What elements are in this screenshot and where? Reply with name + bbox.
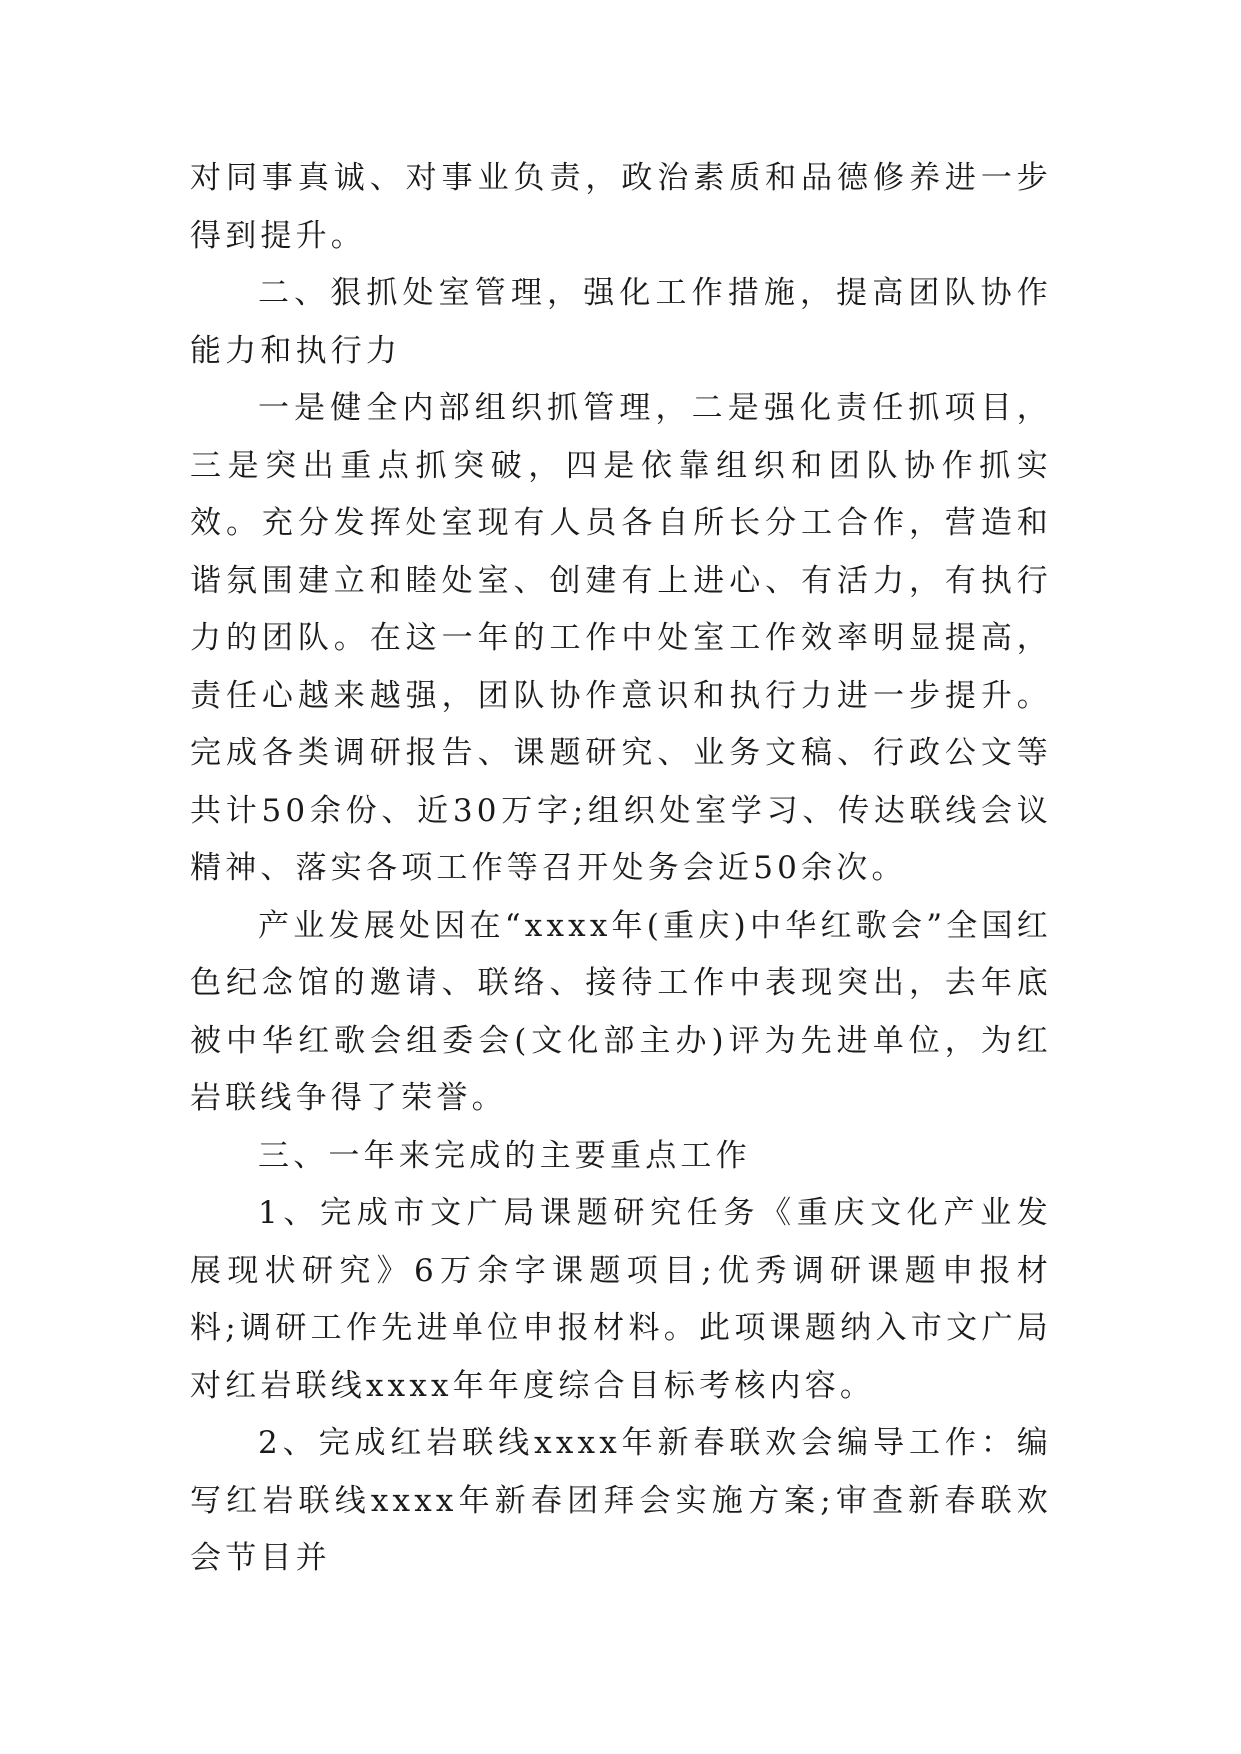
list-item-2: 2、完成红岩联线xxxx年新春联欢会编导工作：编写红岩联线xxxx年新春团拜会实施方案;审查新春联欢会节目并: [190, 1425, 1052, 1576]
list-item-1: 1、完成市文广局课题研究任务《重庆文化产业发展现状研究》6万余字课题项目;优秀调研课题申报材料;调研工作先进单位申报材料。此项课题纳入市文广局对红岩联线xxxx年年度综合目标考核内容。: [190, 1195, 1052, 1404]
section-heading-2: 二、狠抓处室管理，强化工作措施，提高团队协作能力和执行力: [190, 275, 1052, 369]
paragraph-award: 产业发展处因在“xxxx年(重庆)中华红歌会”全国红色纪念馆的邀请、联络、接待工作中表现突出，去年底被中华红歌会组委会(文化部主办)评为先进单位，为红岩联线争得了荣誉。: [190, 907, 1052, 1116]
paragraph-continuation: 对同事真诚、对事业负责，政治素质和品德修养进一步得到提升。: [190, 160, 1052, 254]
paragraph-management: 一是健全内部组织抓管理，二是强化责任抓项目，三是突出重点抓突破，四是依靠组织和团队协作抓实效。充分发挥处室现有人员各自所长分工合作，营造和谐氛围建立和睦处室、创建有上进心、有活力，有执行力的团队。在这一年的工作中处室工作效率明显提高，责任心越来越强，团队协作意识和执行力进一步提升。完成各类调研报告、课题研究、业务文稿、行政公文等共计50余份、近30万字;组织处室学习、传达联线会议精神、落实各项工作等召开处务会近50余次。: [190, 390, 1052, 886]
document-body: [190, 150, 1052, 1588]
section-heading-3: 三、一年来完成的主要重点工作: [258, 1137, 751, 1174]
